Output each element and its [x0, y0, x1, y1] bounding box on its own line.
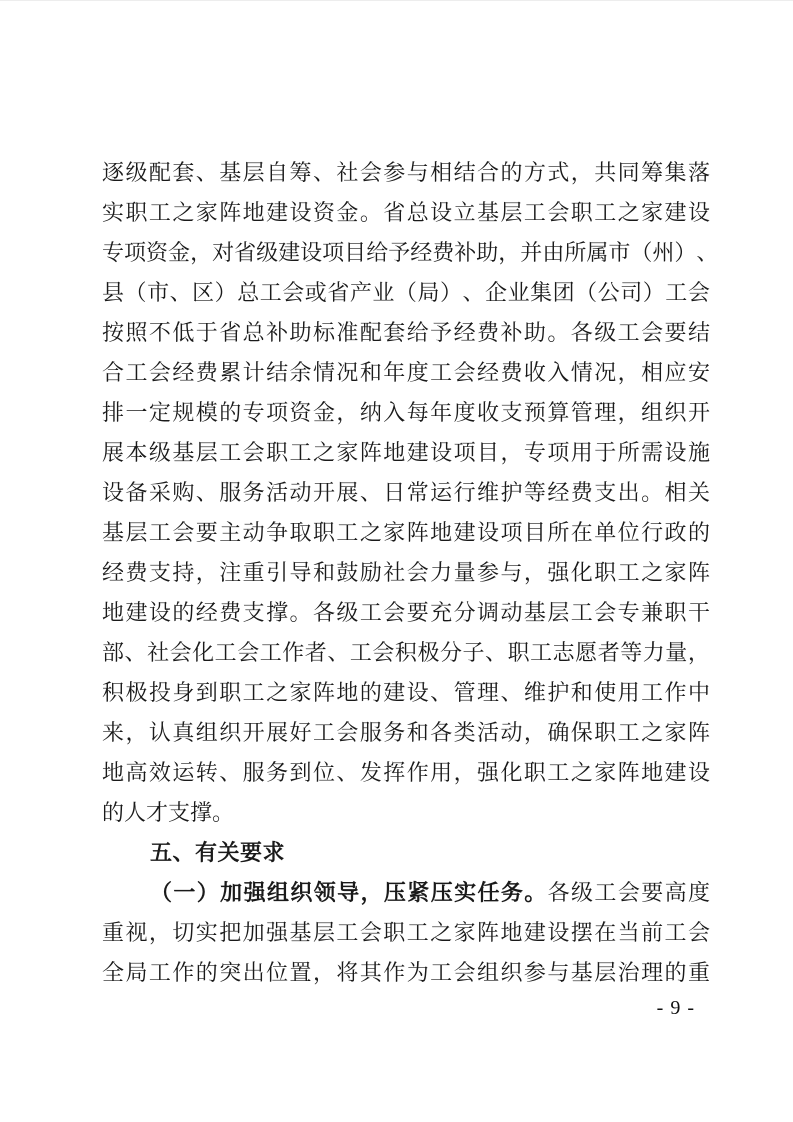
page-number: - 9 -	[656, 997, 695, 1019]
body-text-line: 逐 级 配 套 、 基 层 自 筹 、 社 会 参 与 相 结 合 的 方 式 ， 共 同 筹 集 落	[102, 160, 710, 185]
body-text-line: 地 建 设 的 经 费 支 撑 。 各 级 工 会 要 充 分 调 动 基 层 工 会 专 兼 职 干	[102, 600, 710, 625]
body-text-line-closing	[102, 793, 710, 833]
body-text-line: 积 极 投 身 到 职 工 之 家 阵 地 的 建 设 、 管 理 、 维 护 和 使 用 工 作 中	[102, 680, 710, 705]
body-text-line: 展 本 级 基 层 工 会 职 工 之 家 阵 地 建 设 项 目 ， 专 项 用 于 所 需 设 施	[102, 440, 710, 465]
subsection-lead-line: （ 一 ） 加 强 组 织 领 导 ， 压 紧 压 实 任 务 。 各 级 工 会 要 高 度	[150, 880, 710, 905]
body-text-line: 基 层 工 会 要 主 动 争 取 职 工 之 家 阵 地 建 设 项 目 所 在 单 位 行 政 的	[102, 520, 710, 545]
body-text-line: 经 费 支 持 ， 注 重 引 导 和 鼓 励 社 会 力 量 参 与 ， 强 化 职 工 之 家 阵	[102, 560, 710, 585]
body-paragraph	[102, 153, 719, 993]
body-text-line: 排 一 定 规 模 的 专 项 资 金 ， 纳 入 每 年 度 收 支 预 算 管 理 ， 组 织 开	[102, 400, 710, 425]
body-text-line: 重 视 ， 切 实 把 加 强 基 层 工 会 职 工 之 家 阵 地 建 设 摆 在 当 前 工 会	[102, 920, 710, 945]
page-top-edge	[0, 0, 793, 1]
body-text-line: 部 、 社 会 化 工 会 工 作 者 、 工 会 积 极 分 子 、 职 工 志 愿 者 等 力 量 ，	[102, 640, 710, 665]
body-text-line: 来 ， 认 真 组 织 开 展 好 工 会 服 务 和 各 类 活 动 ， 确 保 职 工 之 家 阵	[102, 720, 710, 745]
line-text: 的人才支撑。	[102, 800, 235, 825]
body-text-line: 县 （ 市 、 区 ） 总 工 会 或 省 产 业 （ 局 ） 、 企 业 集 团 （ 公 司 ） 工 会	[102, 280, 710, 305]
section-heading-text: 五、有关要求	[150, 840, 286, 865]
body-text-line: 设 备 采 购 、 服 务 活 动 开 展 、 日 常 运 行 维 护 等 经 费 支 出 。 相 关	[102, 480, 710, 505]
body-text-line: 实 职 工 之 家 阵 地 建 设 资 金 。 省 总 设 立 基 层 工 会 职 工 之 家 建 设	[102, 200, 710, 225]
section-heading	[102, 833, 710, 873]
body-text-line: 按 照 不 低 于 省 总 补 助 标 准 配 套 给 予 经 费 补 助 。 各 级 工 会 要 结	[102, 320, 710, 345]
body-text-line: 合 工 会 经 费 累 计 结 余 情 况 和 年 度 工 会 经 费 收 入 情 况 ， 相 应 安	[102, 360, 710, 385]
body-text-line: 地 高 效 运 转 、 服 务 到 位 、 发 挥 作 用 ， 强 化 职 工 之 家 阵 地 建 设	[102, 760, 710, 785]
body-text-line: 专 项 资 金 ， 对 省 级 建 设 项 目 给 予 经 费 补 助 ， 并 由 所 属 市 （ 州 ） 、	[102, 240, 719, 265]
body-text-line: 全 局 工 作 的 突 出 位 置 ， 将 其 作 为 工 会 组 织 参 与 基 层 治 理 的 重	[102, 960, 710, 985]
